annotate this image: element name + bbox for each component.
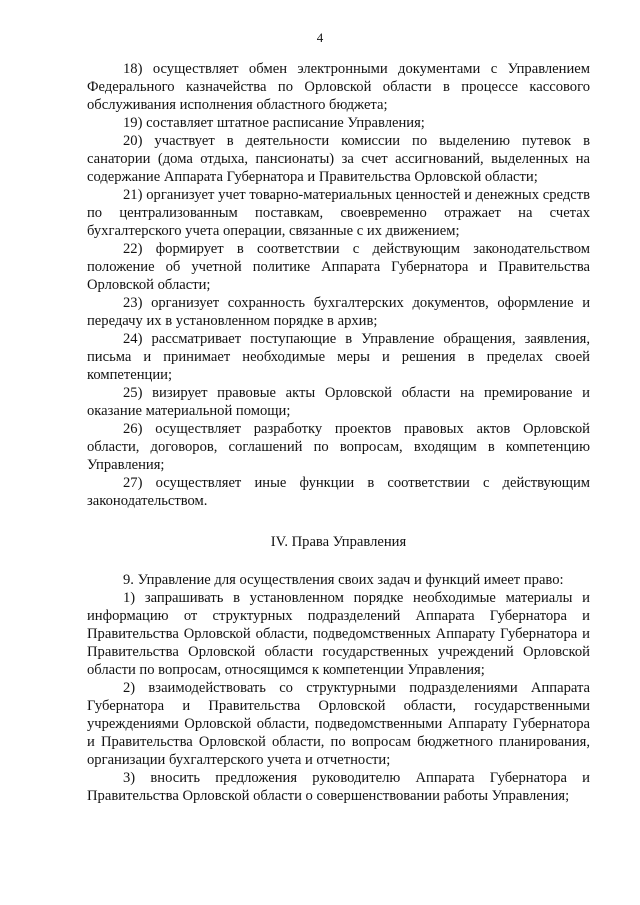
right-item-3: 3) вносить предложения руководителю Аппарата Губернатора и Правительства Орловской области о совершенствовании работы Управления; <box>87 770 590 804</box>
document-body <box>87 60 590 805</box>
list-item-22: 22) формирует в соответствии с действующим законодательством положение об учетной политике Аппарата Губернатора и Правительства Орловской области; <box>87 241 590 293</box>
list-item-21: 21) организует учет товарно-материальных ценностей и денежных средств по централизованным поставкам, своевременно отражает на счетах бухгалтерского учета операции, связанные с их движением; <box>87 187 590 239</box>
section-heading: IV. Права Управления <box>270 534 407 550</box>
list-item-23: 23) организует сохранность бухгалтерских документов, оформление и передачу их в установленном порядке в архив; <box>87 295 590 329</box>
list-item-19: 19) составляет штатное расписание Управления; <box>123 115 425 131</box>
list-item-26: 26) осуществляет разработку проектов правовых актов Орловской области, договоров, соглашений по вопросам, входящим в компетенцию Управления; <box>87 421 590 473</box>
list-item-25: 25) визирует правовые акты Орловской области на премирование и оказание материальной помощи; <box>87 385 590 419</box>
page-number: 4 <box>316 30 324 45</box>
list-item-27: 27) осуществляет иные функции в соответствии с действующим законодательством. <box>87 475 590 509</box>
list-item-24: 24) рассматривает поступающие в Управление обращения, заявления, письма и принимает необходимые меры и решения в пределах своей компетенции; <box>87 331 590 383</box>
list-item-18: 18) осуществляет обмен электронными документами с Управлением Федерального казначейства по Орловской области в процессе кассового обслуживания исполнения областного бюджета; <box>87 61 590 113</box>
list-item-20: 20) участвует в деятельности комиссии по выделению путевок в санатории (дома отдыха, пансионаты) за счет ассигнований, выделенных на содержание Аппарата Губернатора и Правительства Орловской области; <box>87 133 590 185</box>
right-item-2: 2) взаимодействовать со структурными подразделениями Аппарата Губернатора и Правительства Орловской области, государственными учреждениями Орловской области, подведомственными Аппарату Губернатора и Правительства Орловской области, по вопросам бюджетного планирования, организации бухгалтерского учета и отчетности; <box>87 680 590 768</box>
right-item-1: 1) запрашивать в установленном порядке необходимые материалы и информацию от структурных подразделений Аппарата Губернатора и Правительства Орловской области, подведомственных Аппарату Губернатора и Правительства Орловской области государственных учреждений Орловской области по вопросам, относящимся к компетенции Управления; <box>87 590 590 678</box>
section-intro: 9. Управление для осуществления своих задач и функций имеет право: <box>123 572 564 588</box>
